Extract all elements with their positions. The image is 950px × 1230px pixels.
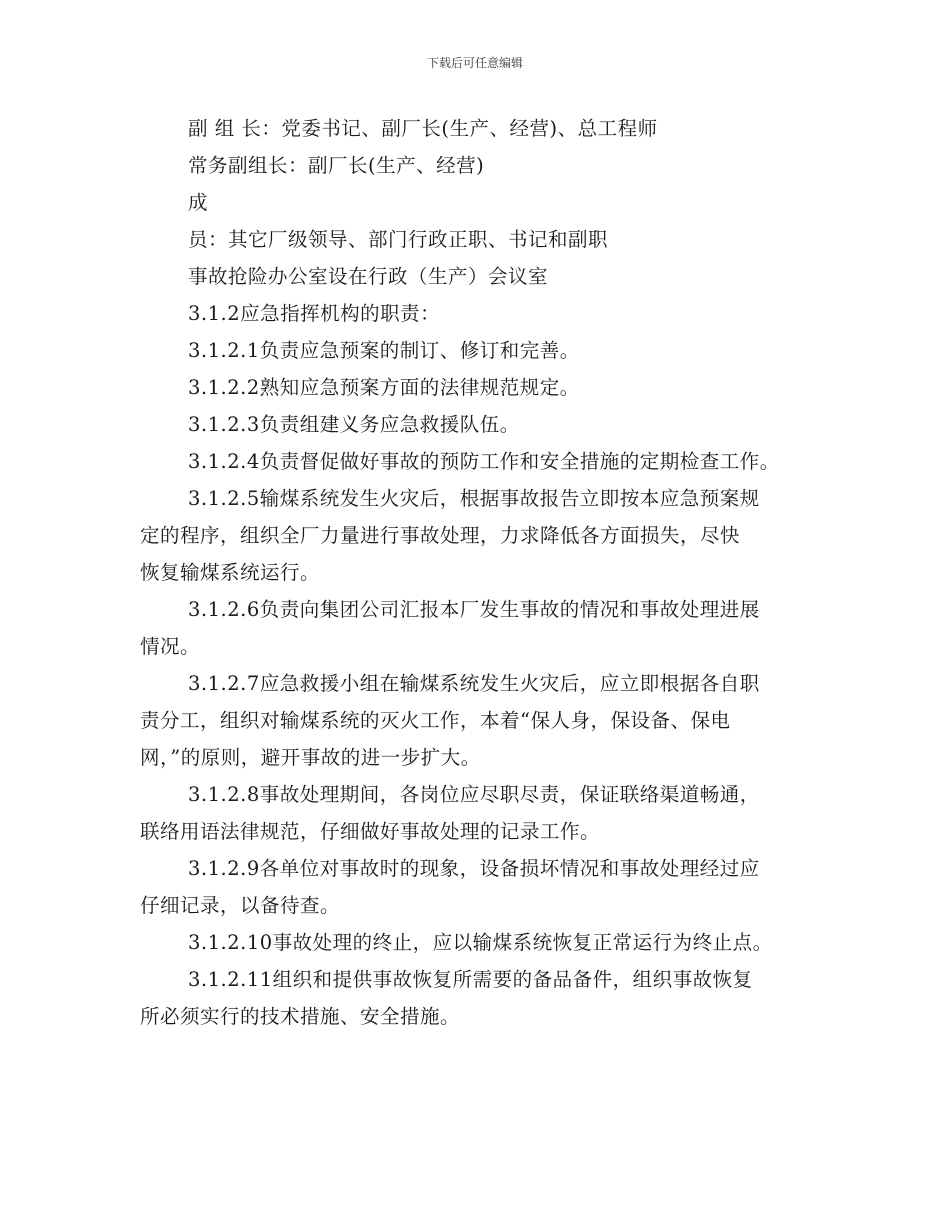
- text-line: 副 组 长：党委书记、副厂长(生产、经营)、总工程师: [188, 117, 658, 140]
- text-line: 3.1.2.3负责组建义务应急救援队伍。: [188, 413, 520, 436]
- text-line: 3.1.2.1负责应急预案的制订、修订和完善。: [188, 339, 580, 362]
- text-line: 联络用语法律规范，仔细做好事故处理的记录工作。: [140, 820, 601, 843]
- document-body: [140, 110, 830, 1035]
- text-line: 所必须实行的技术措施、安全措施。: [140, 1005, 461, 1028]
- text-line: 仔细记录，以备待查。: [140, 894, 341, 917]
- text-line: 定的程序，组织全厂力量进行事故处理，力求降低各方面损失，尽快: [140, 524, 741, 547]
- text-line: 网，”的原则，避开事故的进一步扩大。: [140, 746, 481, 769]
- text-line: 情况。: [140, 635, 201, 658]
- text-line: 3.1.2.8事故处理期间，各岗位应尽职尽责，保证联络渠道畅通，: [188, 783, 760, 806]
- text-line: 成: [188, 191, 209, 214]
- text-line: 事故抢险办公室设在行政（生产）会议室: [188, 265, 549, 288]
- text-line: 3.1.2.10事故处理的终止，应以输煤系统恢复正常运行为终止点。: [188, 931, 773, 954]
- text-line: 3.1.2.6负责向集团公司汇报本厂发生事故的情况和事故处理进展: [188, 598, 760, 621]
- text-line: 3.1.2.11组织和提供事故恢复所需要的备品备件，组织事故恢复: [188, 968, 753, 991]
- text-line: 3.1.2.5输煤系统发生火灾后，根据事故报告立即按本应急预案规: [188, 487, 760, 510]
- text-line: 常务副组长：副厂长(生产、经营): [188, 154, 485, 177]
- text-line: 责分工，组织对输煤系统的灭火工作，本着“保人身，保设备、保电: [140, 709, 731, 732]
- text-line: 3.1.2.2熟知应急预案方面的法律规范规定。: [188, 376, 580, 399]
- page-header: 下载后可任意编辑: [426, 56, 523, 70]
- text-line: 3.1.2.7应急救援小组在输煤系统发生火灾后，应立即根据各自职: [188, 672, 760, 695]
- text-line: 3.1.2应急指挥机构的职责：: [188, 302, 441, 325]
- text-line: 3.1.2.9各单位对事故时的现象，设备损坏情况和事故处理经过应: [188, 857, 760, 880]
- text-line: 员：其它厂级领导、部门行政正职、书记和副职: [188, 228, 609, 251]
- text-line: 恢复输煤系统运行。: [140, 561, 321, 584]
- text-line: 3.1.2.4负责督促做好事故的预防工作和安全措施的定期检查工作。: [188, 450, 780, 473]
